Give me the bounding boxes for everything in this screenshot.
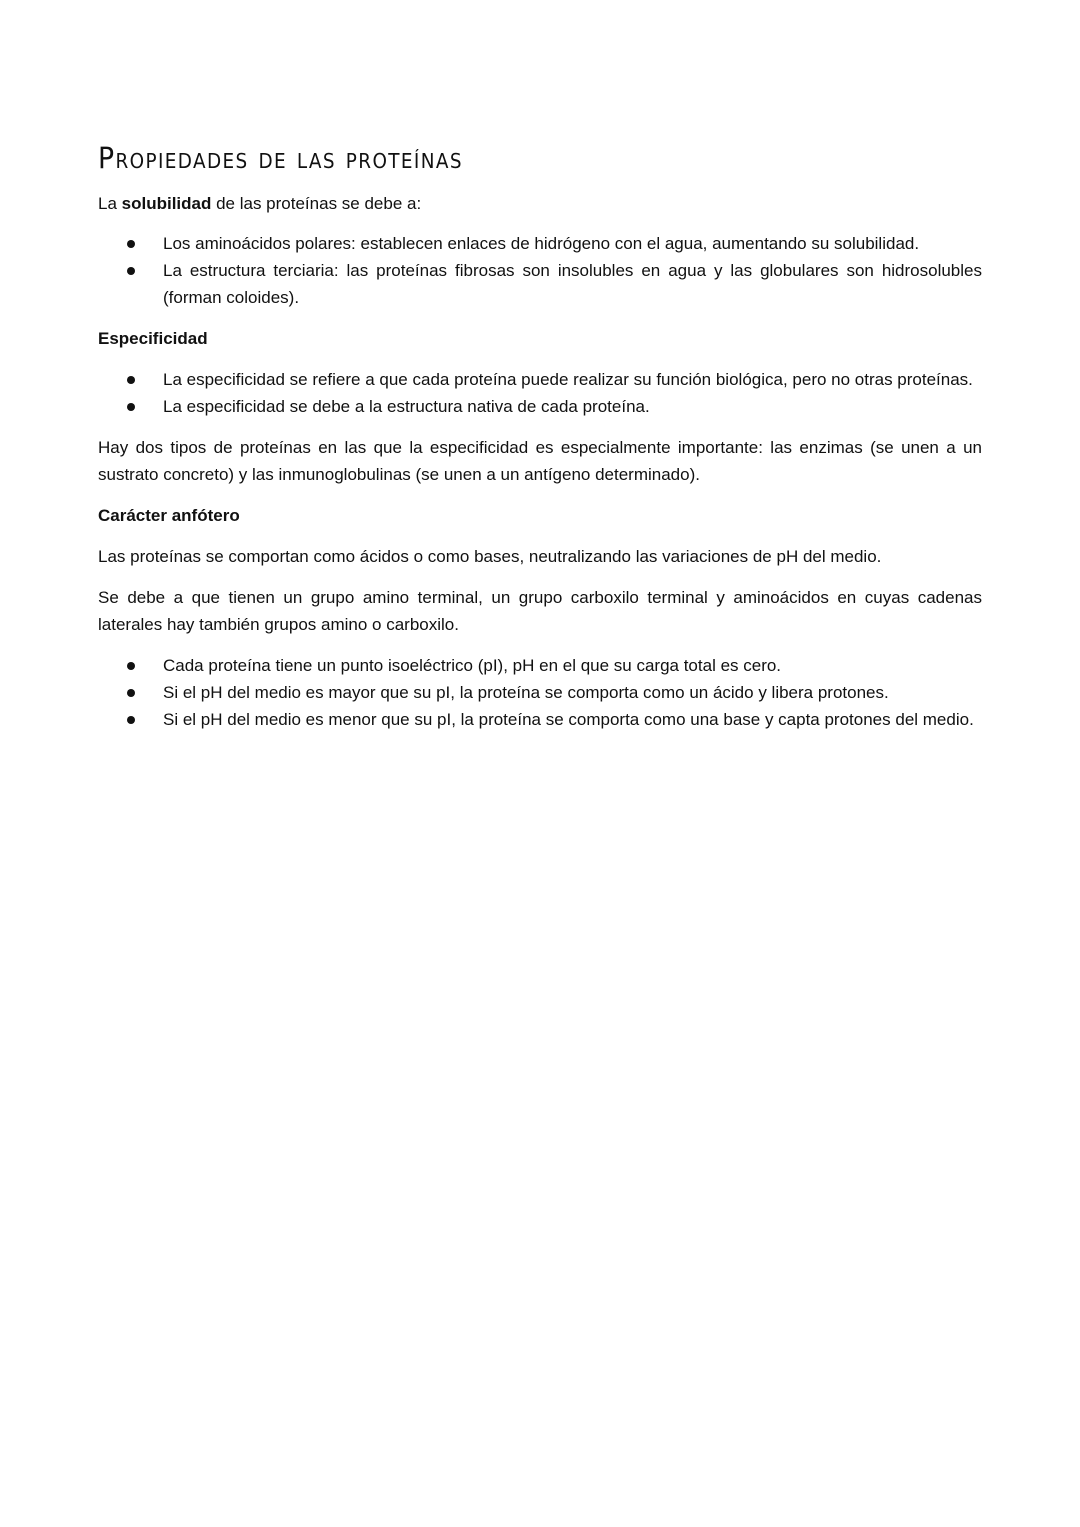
specificity-heading: Especificidad (98, 329, 208, 348)
amphoteric-paragraph-2: Se debe a que tienen un grupo amino terminal, un grupo carboxilo terminal y aminoácidos en cuyas cadenas laterales hay también grupos amino o carboxilo. (98, 588, 982, 634)
specificity-list (98, 366, 982, 420)
solubility-intro (98, 190, 982, 217)
list-item-text: Si el pH del medio es menor que su pI, la proteína se comporta como una base y capta protones del medio. (163, 710, 974, 729)
list-item-text: La especificidad se refiere a que cada proteína puede realizar su función biológica, pero no otras proteínas. (163, 370, 973, 389)
list-item (163, 230, 982, 257)
list-item (163, 652, 982, 679)
bullet-icon (127, 240, 135, 248)
bullet-icon (127, 403, 135, 411)
document-page (98, 140, 982, 747)
list-item-text: La especificidad se debe a la estructura nativa de cada proteína. (163, 397, 650, 416)
amphoteric-list (98, 652, 982, 733)
bullet-icon (127, 716, 135, 724)
amphoteric-paragraph-1: Las proteínas se comportan como ácidos o como bases, neutralizando las variaciones de pH del medio. (98, 547, 882, 566)
specificity-paragraph: Hay dos tipos de proteínas en las que la especificidad es especialmente importante: las enzimas (se unen a un sustrato concreto) y las inmunoglobulinas (se unen a un antígeno determinado). (98, 438, 982, 484)
list-item-text: La estructura terciaria: las proteínas fibrosas son insolubles en agua y las globulares son hidrosolubles (forman coloides). (163, 261, 982, 307)
amphoteric-heading: Carácter anfótero (98, 506, 240, 525)
bullet-icon (127, 662, 135, 670)
list-item (163, 257, 982, 311)
bullet-icon (127, 376, 135, 384)
list-item-text: Cada proteína tiene un punto isoeléctrico (pI), pH en el que su carga total es cero. (163, 656, 782, 675)
page-title: Propiedades de las proteínas (98, 141, 463, 175)
list-item (163, 679, 982, 706)
list-item (163, 706, 982, 733)
list-item-text: Los aminoácidos polares: establecen enlaces de hidrógeno con el agua, aumentando su solubilidad. (163, 234, 920, 253)
bullet-icon (127, 689, 135, 697)
solubility-intro-prefix: La (98, 194, 122, 213)
solubility-list (98, 230, 982, 311)
solubility-keyword: solubilidad (121, 194, 212, 213)
list-item (163, 393, 982, 420)
solubility-intro-suffix: de las proteínas se debe a: (211, 194, 422, 213)
bullet-icon (127, 267, 135, 275)
list-item (163, 366, 982, 393)
list-item-text: Si el pH del medio es mayor que su pI, la proteína se comporta como un ácido y libera protones. (163, 683, 889, 702)
